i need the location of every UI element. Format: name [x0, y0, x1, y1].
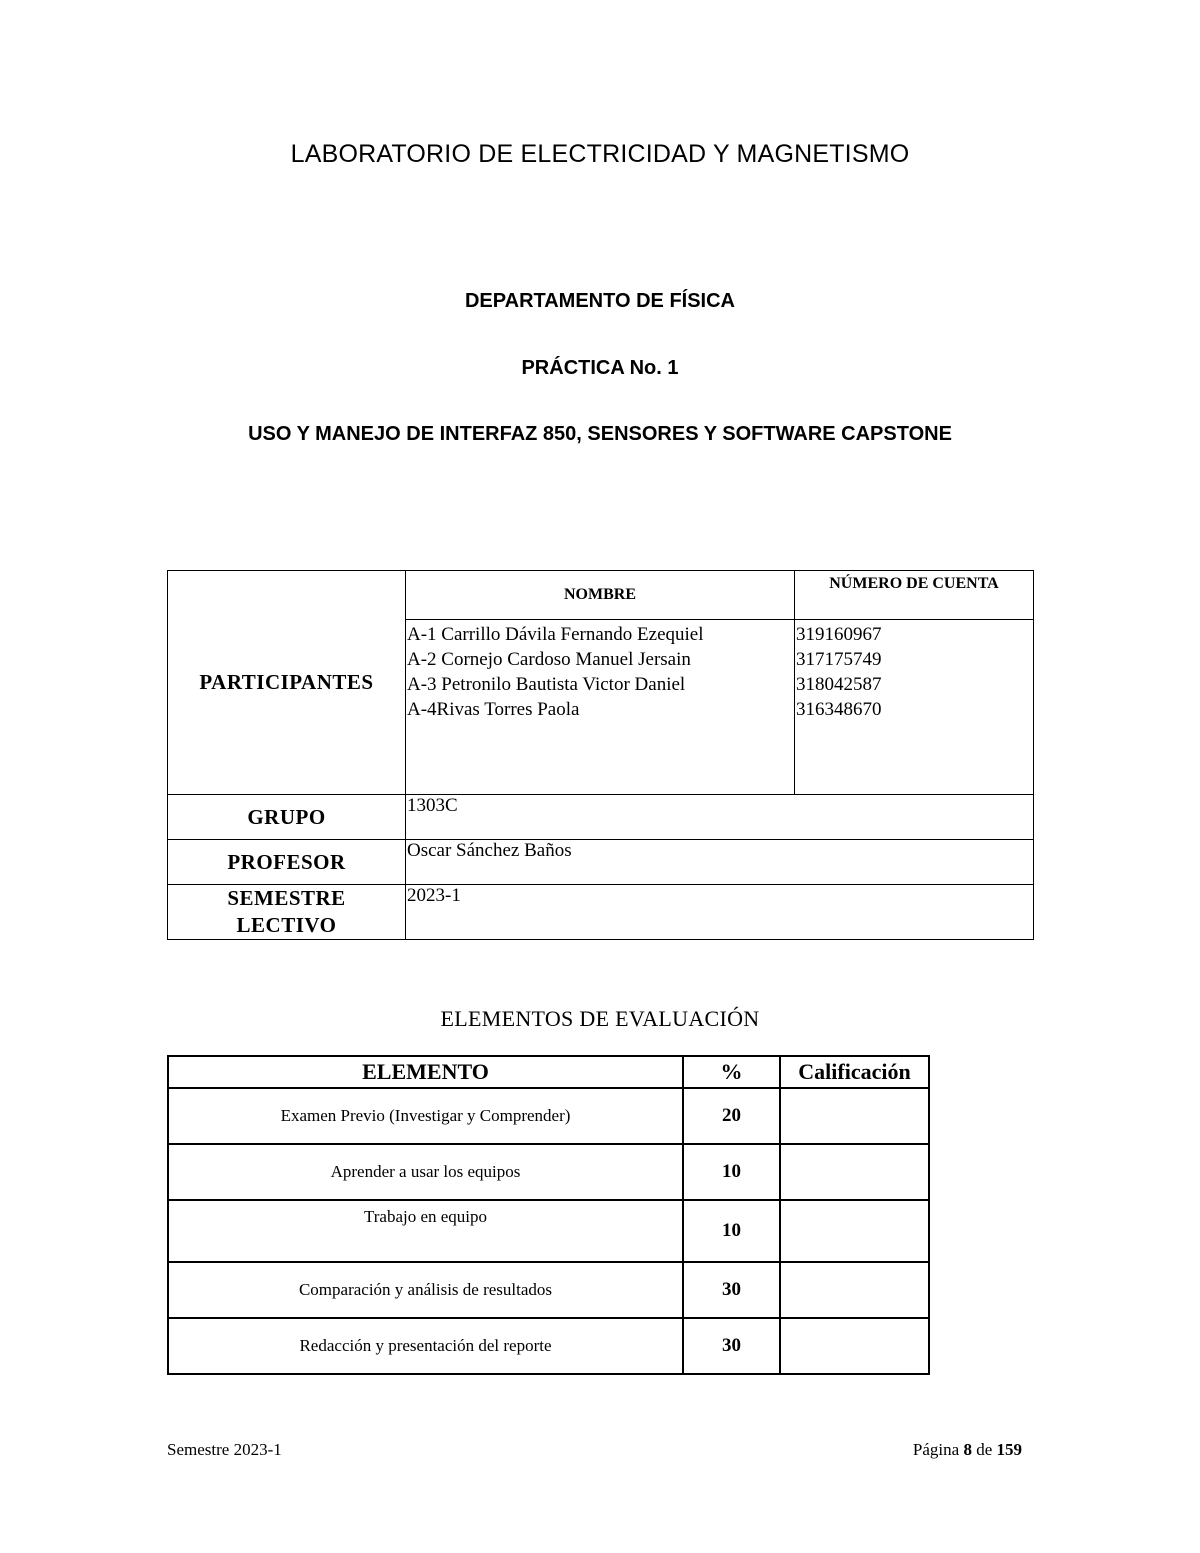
practice-number: PRÁCTICA No. 1: [521, 357, 679, 379]
element-cell: Examen Previo (Investigar y Comprender): [168, 1088, 683, 1144]
participant-names: [406, 620, 795, 795]
participant-name: A-1 Carrillo Dávila Fernando Ezequiel: [407, 624, 704, 645]
participant-account: 319160967: [796, 624, 882, 645]
table-row: [168, 1262, 929, 1318]
evaluation-title: ELEMENTOS DE EVALUACIÓN: [440, 1006, 760, 1031]
percent-cell: 30: [683, 1262, 780, 1318]
participant-name: A-4Rivas Torres Paola: [407, 699, 580, 720]
footer-semester: Semestre 2023-1: [167, 1440, 282, 1459]
page-of: de: [976, 1440, 993, 1459]
grade-cell: [780, 1200, 929, 1262]
element-cell: Aprender a usar los equipos: [168, 1144, 683, 1200]
document-title: LABORATORIO DE ELECTRICIDAD Y MAGNETISMO: [290, 140, 910, 168]
percent-cell: 10: [683, 1200, 780, 1262]
professor-label: PROFESOR: [168, 840, 406, 885]
participant-account: 316348670: [796, 699, 882, 720]
percent-cell: 10: [683, 1144, 780, 1200]
table-row: [168, 1144, 929, 1200]
participants-label: PARTICIPANTES: [168, 571, 406, 795]
practice-topic: USO Y MANEJO DE INTERFAZ 850, SENSORES Y SOFTWARE CAPSTONE: [248, 423, 952, 445]
page-total: 159: [996, 1440, 1022, 1459]
table-row: [168, 1088, 929, 1144]
name-column-header: NOMBRE: [406, 571, 795, 620]
participant-name: A-2 Cornejo Cardoso Manuel Jersain: [407, 649, 691, 670]
participant-account: 318042587: [796, 674, 882, 695]
participants-table: [167, 570, 1034, 940]
table-row: [168, 1318, 929, 1374]
semester-label-line: LECTIVO: [236, 913, 337, 937]
department-title: DEPARTAMENTO DE FÍSICA: [464, 290, 735, 312]
table-row: [168, 1200, 929, 1262]
professor-value: Oscar Sánchez Baños: [406, 840, 1034, 885]
page-current: 8: [963, 1440, 972, 1459]
grade-cell: [780, 1262, 929, 1318]
participant-account: 317175749: [796, 649, 882, 670]
element-cell: Redacción y presentación del reporte: [168, 1318, 683, 1374]
grade-cell: [780, 1088, 929, 1144]
participant-name: A-3 Petronilo Bautista Victor Daniel: [407, 674, 686, 695]
participant-accounts: [795, 620, 1034, 795]
evaluation-table: [167, 1055, 930, 1375]
semester-value: 2023-1: [406, 885, 1034, 940]
element-cell: Trabajo en equipo: [168, 1200, 683, 1262]
page-prefix: Página: [912, 1440, 960, 1459]
percent-cell: 30: [683, 1318, 780, 1374]
semester-label-line: SEMESTRE: [227, 886, 346, 910]
semester-label: [168, 885, 406, 940]
group-value: 1303C: [406, 795, 1034, 840]
percent-cell: 20: [683, 1088, 780, 1144]
grade-column-header: Calificación: [780, 1056, 929, 1088]
element-cell: Comparación y análisis de resultados: [168, 1262, 683, 1318]
grade-cell: [780, 1318, 929, 1374]
element-column-header: ELEMENTO: [168, 1056, 683, 1088]
footer-page-number: [800, 1440, 1022, 1460]
percent-column-header: %: [683, 1056, 780, 1088]
group-label: GRUPO: [168, 795, 406, 840]
account-column-header: NÚMERO DE CUENTA: [795, 571, 1034, 620]
grade-cell: [780, 1144, 929, 1200]
